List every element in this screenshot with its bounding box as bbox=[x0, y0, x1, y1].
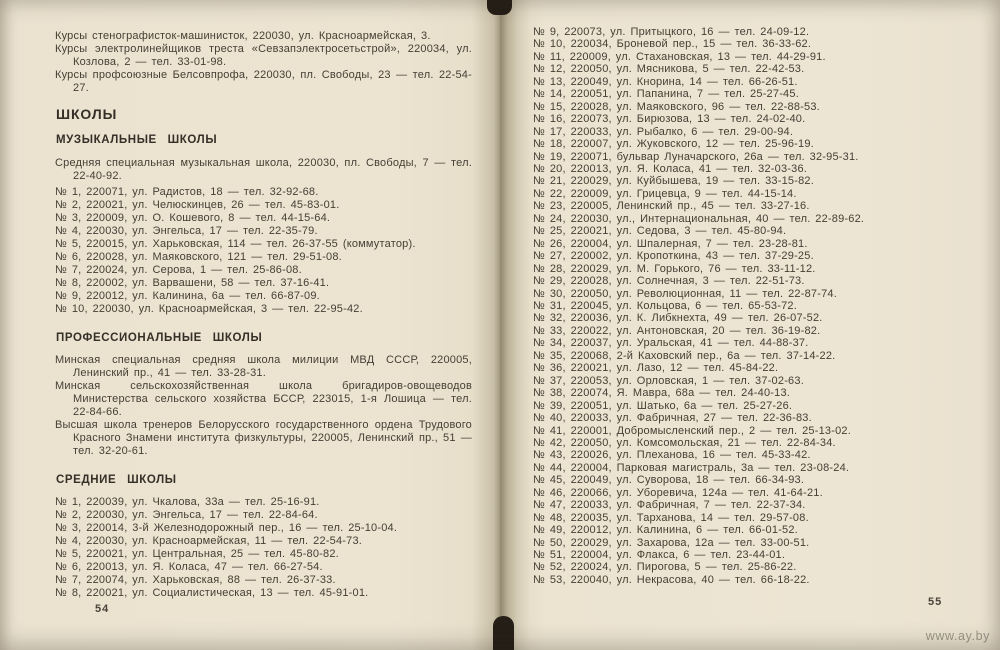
secondary-schools-continued-list bbox=[533, 26, 973, 586]
directory-entry: № 37, 220053, ул. Орловская, 1 — тел. 37-02-63. bbox=[533, 374, 804, 387]
directory-entry: № 2, 220030, ул. Энгельса, 17 — тел. 22-84-64. bbox=[55, 509, 318, 521]
directory-entry: № 27, 220002, ул. Кропоткина, 43 — тел. 37-29-25. bbox=[533, 250, 814, 263]
directory-entry: № 52, 220024, ул. Пирогова, 5 — тел. 25-86-22. bbox=[533, 561, 797, 574]
binding-gap-bottom bbox=[493, 616, 514, 650]
directory-entry: № 24, 220030, ул., Интернациональная, 40 — тел. 22-89-62. bbox=[533, 212, 865, 225]
directory-entry: Минская сельскохозяйственная школа бригадиров-овощеводов Министерства сельского хозяйства БССР, 223015, 1-я Лошица — тел. 22-84-66. bbox=[55, 380, 472, 418]
course-entry: Курсы электролинейщиков треста «Севзапэлектросетьстрой», 220034, ул. Козлова, 2 — тел. 33-01-98. bbox=[55, 43, 472, 68]
courses-list bbox=[55, 30, 472, 95]
directory-entry: № 22, 220009, ул. Грицевца, 9 — тел. 44-15-14. bbox=[533, 187, 797, 200]
directory-entry: № 1, 220071, ул. Радистов, 18 — тел. 32-92-68. bbox=[55, 186, 319, 198]
directory-entry: № 10, 220034, Броневой пер., 15 — тел. 36-33-62. bbox=[533, 38, 812, 51]
directory-entry: № 47, 220033, ул. Фабричная, 7 — тел. 22-37-34. bbox=[533, 499, 806, 512]
course-entry: Курсы профсоюзные Белсовпрофа, 220030, пл. Свободы, 23 — тел. 22-54-27. bbox=[55, 69, 472, 94]
directory-entry: № 38, 220074, Я. Мавра, 68а — тел. 24-40-13. bbox=[533, 387, 791, 400]
page-number-left: 54 bbox=[95, 603, 110, 615]
directory-entry: № 5, 220015, ул. Харьковская, 114 — тел. 26-37-55 (коммутатор). bbox=[55, 238, 416, 250]
directory-entry: № 50, 220029, ул. Захарова, 12а — тел. 33-00-51. bbox=[533, 536, 810, 549]
professional-schools-list bbox=[55, 354, 472, 458]
directory-entry: № 7, 220074, ул. Харьковская, 88 — тел. 26-37-33. bbox=[55, 574, 336, 586]
directory-entry: № 9, 220073, ул. Притыцкого, 16 — тел. 24-09-12. bbox=[533, 26, 810, 38]
directory-entry: № 44, 220004, Парковая магистраль, 3а — тел. 23-08-24. bbox=[533, 461, 850, 474]
directory-entry: № 14, 220051, ул. Папанина, 7 — тел. 25-27-45. bbox=[533, 88, 799, 101]
directory-entry: № 28, 220029, ул. М. Горького, 76 — тел. 33-11-12. bbox=[533, 262, 816, 275]
directory-entry: № 40, 220033, ул. Фабричная, 27 — тел. 22-36-83. bbox=[533, 412, 812, 425]
directory-entry: № 30, 220050, ул. Революционная, 11 — тел. 22-87-74. bbox=[533, 287, 837, 300]
directory-entry: № 32, 220036, ул. К. Либкнехта, 49 — тел. 26-07-52. bbox=[533, 312, 823, 325]
directory-entry: № 53, 220040, ул. Некрасова, 40 — тел. 66-18-22. bbox=[533, 573, 810, 586]
directory-entry: № 6, 220013, ул. Я. Коласа, 47 — тел. 66-27-54. bbox=[55, 561, 323, 573]
section-heading-schools: ШКОЛЫ bbox=[56, 106, 118, 122]
directory-entry: № 15, 220028, ул. Маяковского, 96 — тел. 22-88-53. bbox=[533, 100, 820, 113]
directory-entry: № 48, 220035, ул. Тарханова, 14 — тел. 29-57-08. bbox=[533, 511, 809, 524]
directory-entry: № 33, 220022, ул. Антоновская, 20 — тел. 36-19-82. bbox=[533, 324, 821, 337]
directory-entry: № 9, 220012, ул. Калинина, 6а — тел. 66-87-09. bbox=[55, 290, 320, 302]
secondary-schools-list bbox=[55, 496, 472, 600]
binding-gap-top bbox=[487, 0, 512, 15]
directory-entry: № 1, 220039, ул. Чкалова, 33а — тел. 25-16-91. bbox=[55, 496, 320, 508]
directory-entry: № 25, 220021, ул. Седова, 3 — тел. 45-80-94. bbox=[533, 225, 787, 238]
directory-entry: № 29, 220028, ул. Солнечная, 3 — тел. 22-51-73. bbox=[533, 275, 805, 288]
music-schools-list bbox=[55, 186, 472, 316]
directory-entry: № 35, 220068, 2-й Каховский пер., 6а — тел. 37-14-22. bbox=[533, 349, 836, 362]
course-entry: Курсы стенографисток-машинисток, 220030, ул. Красноармейская, 3. bbox=[55, 30, 431, 42]
directory-entry: № 8, 220002, ул. Варвашени, 58 — тел. 37-16-41. bbox=[55, 277, 330, 289]
directory-entry: № 21, 220029, ул. Куйбышева, 19 — тел. 33-15-82. bbox=[533, 175, 814, 188]
watermark: www.ay.by bbox=[925, 629, 990, 643]
directory-entry: № 4, 220030, ул. Красноармейская, 11 — тел. 22-54-73. bbox=[55, 535, 363, 547]
directory-entry: № 41, 220001, Добромысленский пер., 2 — тел. 25-13-02. bbox=[533, 424, 851, 437]
directory-entry: № 12, 220050, ул. Мясникова, 5 — тел. 22-42-53. bbox=[533, 63, 805, 76]
directory-entry: № 49, 220012, ул. Калинина, 6 — тел. 66-01-52. bbox=[533, 524, 798, 537]
music-school-intro: Средняя специальная музыкальная школа, 220030, пл. Свободы, 7 — тел. 22-40-92. bbox=[55, 157, 472, 182]
directory-entry: Высшая школа тренеров Белорусского государственного ордена Трудового Красного Знамени института физкультуры, 220005, Ленинский пр., 51 — тел. 32-20-61. bbox=[55, 419, 472, 457]
directory-entry: № 16, 220073, ул. Бирюзова, 13 — тел. 24-02-40. bbox=[533, 113, 806, 126]
directory-entry: № 4, 220030, ул. Энгельса, 17 — тел. 22-35-79. bbox=[55, 225, 318, 237]
left-page-content bbox=[55, 30, 472, 600]
directory-entry: № 51, 220004, ул. Флакса, 6 — тел. 23-44-01. bbox=[533, 549, 786, 562]
directory-entry: № 18, 220007, ул. Жуковского, 12 — тел. 25-96-19. bbox=[533, 138, 814, 151]
directory-entry: № 45, 220049, ул. Суворова, 18 — тел. 66-34-93. bbox=[533, 474, 805, 487]
subsection-heading-music-schools: МУЗЫКАЛЬНЫЕ ШКОЛЫ bbox=[56, 134, 218, 146]
page-right bbox=[500, 0, 1000, 650]
directory-entry: № 31, 220045, ул. Кольцова, 6 — тел. 65-53-72. bbox=[533, 299, 798, 312]
subsection-heading-professional-schools: ПРОФЕССИОНАЛЬНЫЕ ШКОЛЫ bbox=[56, 332, 263, 344]
directory-entry: № 7, 220024, ул. Серова, 1 — тел. 25-86-08. bbox=[55, 264, 302, 276]
directory-entry: № 43, 220026, ул. Плеханова, 16 — тел. 45-33-42. bbox=[533, 449, 811, 462]
directory-entry: № 46, 220066, ул. Уборевича, 124а — тел. 41-64-21. bbox=[533, 486, 823, 499]
directory-entry: № 26, 220004, ул. Шпалерная, 7 — тел. 23-28-81. bbox=[533, 237, 808, 250]
directory-entry: № 39, 220051, ул. Шатько, 6а — тел. 25-27-26. bbox=[533, 399, 793, 412]
directory-entry: № 19, 220071, бульвар Луначарского, 26а — тел. 32-95-31. bbox=[533, 150, 859, 163]
directory-entry: № 42, 220050, ул. Комсомольская, 21 — тел. 22-84-34. bbox=[533, 436, 836, 449]
directory-entry: № 3, 220014, 3-й Железнодорожный пер., 16 — тел. 25-10-04. bbox=[55, 522, 398, 534]
directory-entry: № 34, 220037, ул. Уральская, 41 — тел. 44-88-37. bbox=[533, 337, 809, 350]
directory-entry: № 20, 220013, ул. Я. Коласа, 41 — тел. 32-03-36. bbox=[533, 162, 808, 175]
directory-entry: № 6, 220028, ул. Маяковского, 121 — тел. 29-51-08. bbox=[55, 251, 342, 263]
directory-entry: № 5, 220021, ул. Центральная, 25 — тел. 45-80-82. bbox=[55, 548, 339, 560]
directory-entry: № 10, 220030, ул. Красноармейская, 3 — тел. 22-95-42. bbox=[55, 303, 363, 315]
directory-entry: № 36, 220021, ул. Лазо, 12 — тел. 45-84-22. bbox=[533, 362, 779, 375]
directory-entry: № 3, 220009, ул. О. Кошевого, 8 — тел. 44-15-64. bbox=[55, 212, 331, 224]
directory-entry: Минская специальная средняя школа милиции МВД СССР, 220005, Ленинский пр., 41 — тел. 33-28-31. bbox=[55, 354, 472, 379]
directory-entry: № 13, 220049, ул. Кнорина, 14 — тел. 66-26-51. bbox=[533, 75, 798, 88]
directory-entry: № 11, 220009, ул. Стахановская, 13 — тел. 44-29-91. bbox=[533, 50, 826, 63]
directory-entry: № 2, 220021, ул. Челюскинцев, 26 — тел. 45-83-01. bbox=[55, 199, 340, 211]
directory-entry: № 17, 220033, ул. Рыбалко, 6 — тел. 29-00-94. bbox=[533, 125, 794, 138]
directory-entry: № 8, 220021, ул. Социалистическая, 13 — тел. 45-91-01. bbox=[55, 587, 369, 599]
subsection-heading-secondary-schools: СРЕДНИЕ ШКОЛЫ bbox=[56, 474, 177, 486]
page-number-right: 55 bbox=[928, 596, 943, 608]
directory-entry: № 23, 220005, Ленинский пр., 45 — тел. 33-27-16. bbox=[533, 200, 810, 213]
